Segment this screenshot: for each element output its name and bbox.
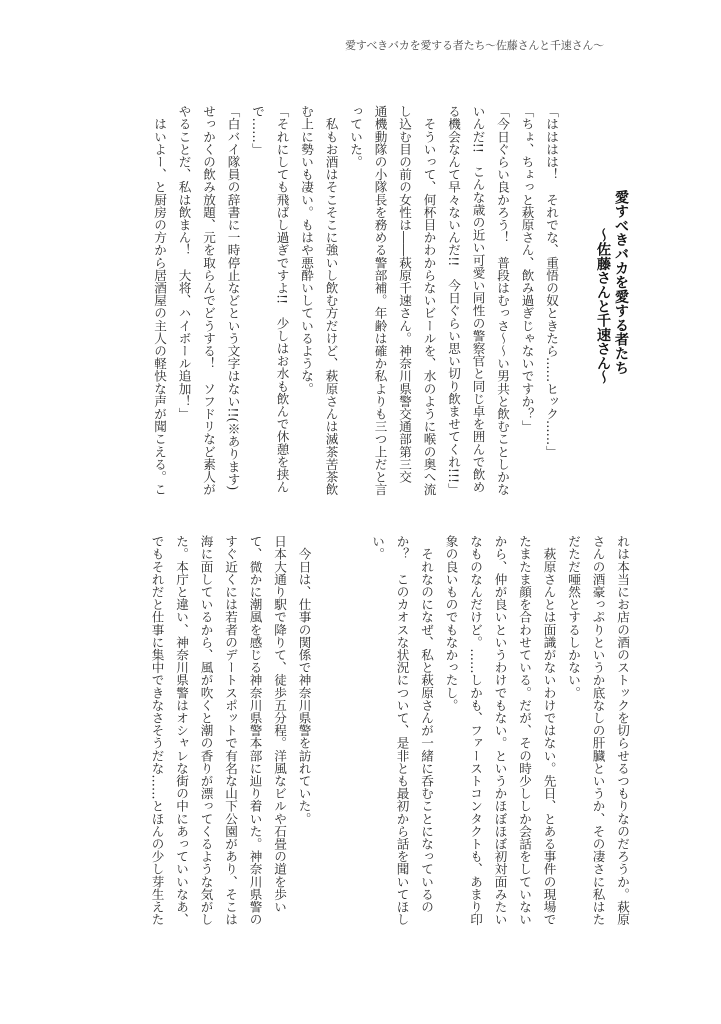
text-line: いんだ!! こんな歳の近い可愛い同性の警察官と同じ卓を囲んで飲め (470, 105, 486, 494)
body-text-lower (144, 535, 634, 927)
chapter-subtitle-line: 〜佐藤さんと千速さん〜 (595, 228, 611, 385)
text-line: はいよー、と厨房の方から居酒屋の主人の軽快な声が聞こえる。こ (152, 105, 167, 496)
text-line: 通機動隊の小隊長を務める警部補。年齢は確か私よりも三つ上だと言 (372, 105, 388, 496)
running-header: 愛すべきバカを愛する者たち〜佐藤さんと千速さん〜 (345, 39, 604, 52)
text-line: 私もお酒はそこそこに強いし飲む方だけど、萩原さんは滅茶苦茶飲 (323, 105, 339, 496)
text-line: でもそれだと仕事に集中できなさそうだな……とほんの少し芽生えた (149, 535, 165, 926)
text-line: 海に面しているから、風が吹くと潮の香りが漂ってくるような気がし (198, 535, 214, 926)
text-line: すぐ近くには若者のデートスポットで有名な山下公園があり、そこは (223, 535, 238, 926)
text-line: い。 (370, 535, 385, 561)
text-line: なものなんだけど。……しかも、ファーストコンタクトも、あまり印 (468, 535, 483, 926)
blank-line (340, 535, 365, 927)
text-line: む上に勢いも凄い。もはや悪酔いしているような。 (299, 105, 314, 395)
text-line: 「はははは！ それでな、重悟の奴ときたら……ヒック……」 (544, 105, 559, 458)
body-text-upper (146, 105, 563, 497)
text-line: た。本庁と違い、神奈川県警はオシャレな街の中にあっていいなあ、 (174, 535, 189, 926)
text-line: 「今日ぐらい良かろう！ 普段はむっさ〜〜い男共と飲むことしかな (495, 105, 510, 496)
text-line: 「ちょ、ちょっと萩原さん、飲み過ぎじゃないですか？」 (519, 105, 535, 433)
text-line: だただ唖然とするしかない。 (566, 535, 581, 699)
text-line: る機会なんて早々ないんだ!! 今日ぐらい思い切り飲ませてくれ!!!」 (446, 105, 461, 496)
text-line: やることだ、私は飲まん！ 大将、ハイボール追加！」 (176, 105, 192, 420)
text-line: 萩原さんとは面識がないわけではない。先日、とある事件の現場で (541, 535, 557, 926)
text-line: 「それにしても飛ばし過ぎですよ!! 少しはお水も飲んで休憩を挟ん (274, 105, 290, 494)
text-line: たまたま顔を合わせている。だが、その時少ししか会話をしていない (517, 535, 532, 926)
text-line: から、仲が良いというわけでもない。というかほぼほぼ初対面みたい (492, 535, 508, 926)
text-line: れは本当にお店の酒のストックを切らせるつもりなのだろうか。萩原 (615, 535, 630, 926)
text-line: し込む目の前の女性は――萩原千速さん。神奈川県警交通部第三交 (397, 105, 412, 483)
chapter-title (590, 190, 630, 385)
text-line: さんの酒豪っぷりというか底なしの肝臓というか、その凄さに私はた (590, 535, 606, 926)
blank-line (316, 535, 341, 927)
text-line: 今日は、仕事の関係で神奈川県警を訪れていた。 (296, 535, 312, 825)
chapter-title-line: 愛すべきバカを愛する者たち (613, 190, 629, 375)
text-line: で……」 (250, 105, 265, 156)
text-line: 日本大通り駅で降りて、徒歩五分程。洋風なビルや石畳の道を歩い (272, 535, 287, 913)
text-line: て、微かに潮風を感じる神奈川県警本部に辿り着いた。神奈川県警の (247, 535, 263, 926)
text-line: それなのになぜ、私と萩原さんが一緒に呑むことになっているの (419, 535, 434, 913)
text-line: っていた。 (348, 105, 363, 168)
text-line: そういって、何杯目かわからないビールを、水のように喉の奥へ流 (421, 105, 437, 496)
text-line: 象の良いものでもなかったし。 (443, 535, 459, 712)
text-line: か？ このカオスな状況について、是非とも最初から話を聞いてほし (394, 535, 410, 926)
text-line: せっかくの飲み放題、元を取らんでどうする！ ソフドリなど素人が (201, 105, 216, 496)
text-line: 「白バイ隊員の辞書に一時停止などという文字はない!!(※あります) (225, 105, 241, 491)
